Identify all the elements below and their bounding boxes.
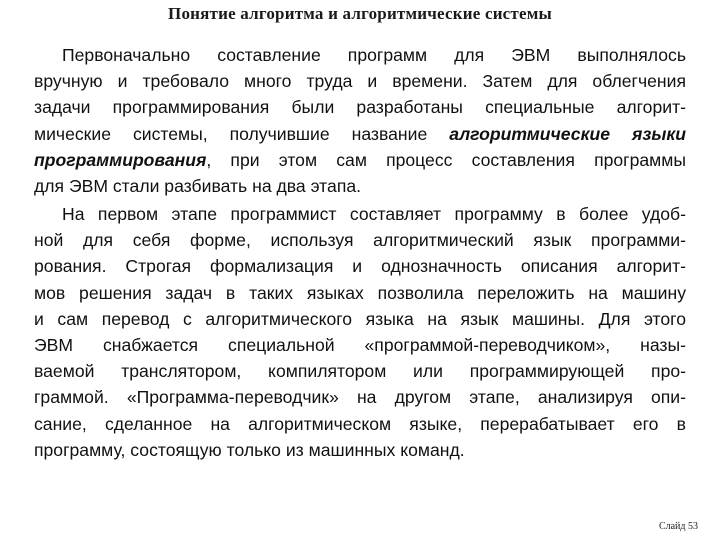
paragraph-2-line: граммой. «Программа-переводчик» на другом этапе, анализируя опи- xyxy=(34,387,686,408)
paragraph-2-line: ваемой транслятором, компилятором или программирующей про- xyxy=(34,361,686,382)
paragraph-2-line: рования. Строгая формализация и однозначность описания алгорит- xyxy=(34,256,686,277)
paragraph-1-line: вручную и требовало много труда и времени. Затем для облегчения xyxy=(34,71,686,92)
emphasized-term: программирования xyxy=(34,149,207,170)
paragraph-1-line: Первоначально составление программ для ЭВМ выполнялось xyxy=(62,45,686,65)
paragraph-2-line: программу, состоящую только из машинных команд. xyxy=(34,439,465,460)
line-text: , при этом сам процесс составления программы xyxy=(206,149,686,170)
slide-title: Понятие алгоритма и алгоритмические системы xyxy=(168,4,552,23)
paragraph-2-line: и сам перевод с алгоритмического языка на язык машины. Для этого xyxy=(34,308,686,329)
paragraph-2 xyxy=(34,201,686,463)
paragraph-1-line: для ЭВМ стали разбивать на два этапа. xyxy=(34,176,362,197)
paragraph-1-line: задачи программирования были разработаны специальные алгорит- xyxy=(34,97,686,118)
paragraph-2-line: ной для себя форме, используя алгоритмический язык программи- xyxy=(34,230,686,251)
emphasized-term: алгоритмические языки xyxy=(449,123,687,144)
line-text: мические системы, получившие название xyxy=(34,123,450,144)
paragraph-1-line xyxy=(34,121,686,147)
paragraph-1-line xyxy=(34,147,686,173)
paragraph-2-line: мов решения задач в таких языках позволила переложить на машину xyxy=(34,282,686,303)
slide-number: Слайд 53 xyxy=(658,521,698,532)
paragraph-2-line: сание, сделанное на алгоритмическом языке, перерабатывает его в xyxy=(34,413,686,434)
paragraph-2-line: ЭВМ снабжается специальной «программой-переводчиком», назы- xyxy=(34,335,686,356)
paragraph-2-line: На первом этапе программист составляет программу в более удоб- xyxy=(62,204,686,224)
paragraph-1 xyxy=(34,42,686,199)
